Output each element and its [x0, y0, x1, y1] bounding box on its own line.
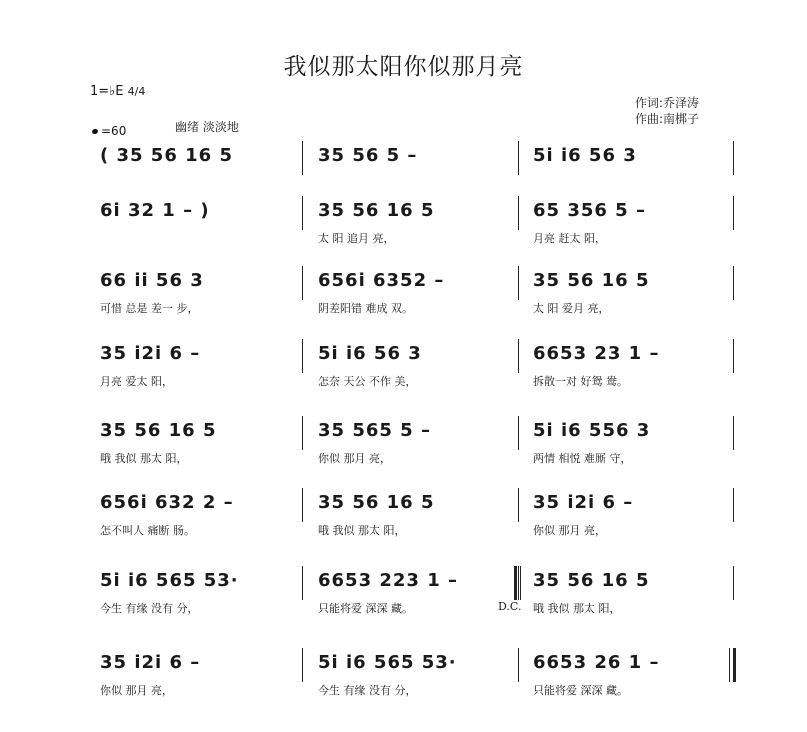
measure-notes: 5i i6 565 53·	[318, 652, 457, 673]
measure-notes: 65 356 5 –	[533, 200, 646, 221]
measure-lyrics: 怎奈 天公 不作 美，	[318, 375, 417, 388]
measure-notes: 6653 26 1 –	[533, 652, 660, 673]
measure-lyrics: 怎不叫人 痛断 肠。	[100, 524, 195, 537]
barline	[733, 488, 734, 522]
measure-lyrics: 阴差阳错 难成 双。	[318, 302, 413, 315]
measure-lyrics: 可惜 总是 差一 步，	[100, 302, 199, 315]
measure-lyrics: 哦 我似 那太 阳，	[100, 452, 188, 465]
measure-lyrics: 哦 我似 那太 阳，	[318, 524, 406, 537]
measure-lyrics: 月亮 爱太 阳，	[100, 375, 173, 388]
dc-marking: D.C.	[498, 600, 522, 613]
measure-notes: 35 i2i 6 –	[100, 343, 201, 364]
barline	[302, 339, 303, 373]
measure-notes: 656i 632 2 –	[100, 492, 234, 513]
measure-lyrics: 哦 我似 那太 阳，	[533, 602, 621, 615]
barline	[733, 141, 734, 175]
barline	[302, 566, 303, 600]
repeat-barline	[514, 566, 521, 600]
barline	[302, 488, 303, 522]
barline	[518, 416, 519, 450]
measure-lyrics: 月亮 赶太 阳，	[533, 232, 606, 245]
measure-notes: 35 56 16 5	[318, 200, 435, 221]
final-barline	[729, 648, 736, 682]
tempo-value: =60	[101, 124, 127, 138]
credits	[635, 95, 699, 127]
measure-notes: 35 56 16 5	[533, 270, 650, 291]
barline	[302, 416, 303, 450]
measure-lyrics: 只能将爱 深深 藏。	[318, 602, 413, 615]
measure-notes: 5i i6 56 3	[533, 145, 637, 166]
composer: 作曲:南梆子	[635, 112, 700, 126]
song-title: 我似那太阳你似那月亮	[283, 54, 524, 80]
measure-lyrics: 今生 有缘 没有 分，	[100, 602, 199, 615]
measure-lyrics: 你似 那月 亮，	[533, 524, 606, 537]
measure-lyrics: 太 阳 爱月 亮，	[533, 302, 610, 315]
measure-notes: 656i 6352 –	[318, 270, 445, 291]
measure-notes: 5i i6 56 3	[318, 343, 422, 364]
measure-notes: 5i i6 556 3	[533, 420, 651, 441]
barline	[518, 266, 519, 300]
measure-notes: ( 35 56 16 5	[100, 145, 233, 166]
measure-notes: 35 56 16 5	[318, 492, 435, 513]
key-signature-text: 1=♭E	[90, 84, 124, 99]
barline	[518, 488, 519, 522]
measure-notes: 35 56 16 5	[533, 570, 650, 591]
barline	[302, 196, 303, 230]
measure-lyrics: 今生 有缘 没有 分，	[318, 684, 417, 697]
barline	[518, 196, 519, 230]
lyricist: 作词:乔泽涛	[635, 96, 700, 110]
time-signature: 4/4	[127, 85, 146, 98]
barline	[518, 141, 519, 175]
measure-lyrics: 只能将爱 深深 藏。	[533, 684, 628, 697]
barline	[302, 266, 303, 300]
barline	[302, 141, 303, 175]
measure-lyrics: 太 阳 追月 亮，	[318, 232, 395, 245]
barline	[733, 339, 734, 373]
barline	[518, 339, 519, 373]
measure-lyrics: 你似 那月 亮，	[100, 684, 173, 697]
measure-notes: 6i 32 1 – )	[100, 200, 210, 221]
barline	[733, 566, 734, 600]
measure-notes: 6653 23 1 –	[533, 343, 660, 364]
measure-lyrics: 拆散一对 好鸳 鸯。	[533, 375, 628, 388]
measure-notes: 35 i2i 6 –	[533, 492, 634, 513]
measure-notes: 35 i2i 6 –	[100, 652, 201, 673]
measure-notes: 35 56 16 5	[100, 420, 217, 441]
key-signature	[90, 84, 145, 99]
measure-lyrics: 两情 相悦 难厮 守，	[533, 452, 632, 465]
measure-notes: 6653 223 1 –	[318, 570, 458, 591]
barline	[518, 648, 519, 682]
tempo-marking	[92, 124, 126, 138]
measure-notes: 66 ii 56 3	[100, 270, 204, 291]
barline	[302, 648, 303, 682]
barline	[733, 416, 734, 450]
quarter-note-icon	[91, 128, 98, 135]
measure-notes: 35 565 5 –	[318, 420, 431, 441]
measure-notes: 35 56 5 –	[318, 145, 418, 166]
measure-notes: 5i i6 565 53·	[100, 570, 239, 591]
measure-lyrics: 你似 那月 亮，	[318, 452, 391, 465]
expression-marking: 幽绪 淡淡地	[175, 120, 239, 134]
barline	[733, 266, 734, 300]
barline	[733, 196, 734, 230]
